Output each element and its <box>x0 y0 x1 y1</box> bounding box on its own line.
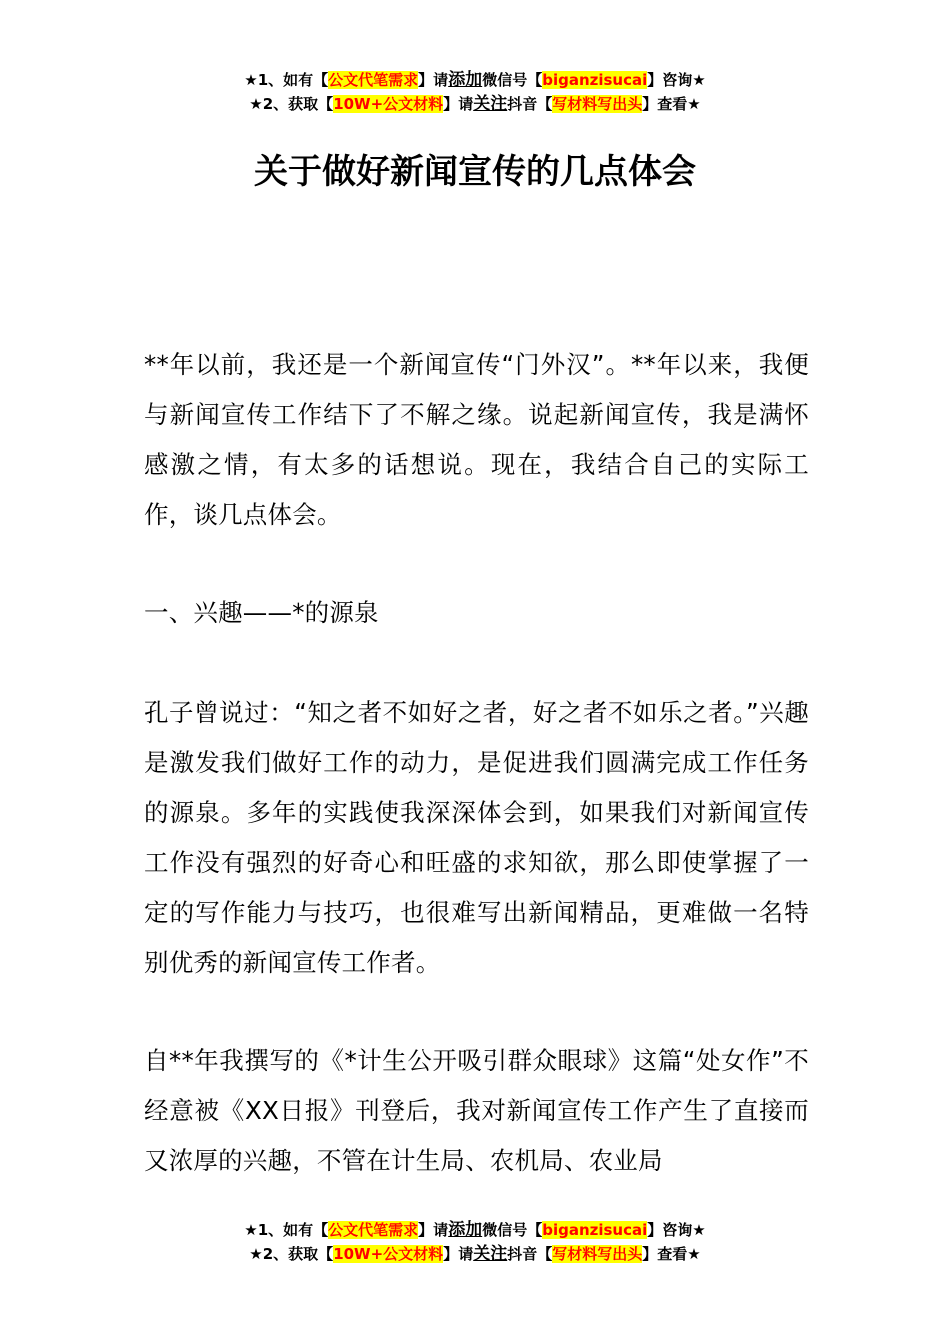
banner-line-2 <box>0 92 950 116</box>
paragraph-text: 自**年我撰写的《*计生公开吸引群众眼球》这篇“处女作”不经意被《XX日报》刊登后，我对新闻宣传工作产生了直接而又浓厚的兴趣，不管在计生局、农机局、农业局 <box>144 1046 809 1175</box>
banner-text: 】查看★ <box>642 1245 701 1263</box>
banner-highlight: 10W+公文材料 <box>333 95 444 113</box>
banner-text: 抖音【 <box>507 95 553 113</box>
banner-highlight-wechat: biganzisucai <box>542 71 648 89</box>
banner-highlight: 10W+公文材料 <box>333 1245 444 1263</box>
banner-text: ★1、如有【 <box>244 71 329 89</box>
banner-text: 】咨询★ <box>647 71 706 89</box>
paragraph-experience <box>144 1036 809 1186</box>
bottom-banner <box>0 1218 950 1266</box>
banner-text: 微信号【 <box>482 71 543 89</box>
banner-highlight: 公文代笔需求 <box>328 1221 419 1239</box>
banner-emphasis: 关注 <box>473 1244 508 1264</box>
banner-line-1 <box>0 1218 950 1242</box>
banner-text: 】请 <box>443 95 474 113</box>
paragraph-intro <box>144 340 809 540</box>
banner-text: ★2、获取【 <box>249 95 334 113</box>
banner-text: ★1、如有【 <box>244 1221 329 1239</box>
top-banner <box>0 68 950 116</box>
banner-highlight-douyin: 写材料写出头 <box>552 1245 643 1263</box>
banner-line-1 <box>0 68 950 92</box>
banner-text: 微信号【 <box>482 1221 543 1239</box>
banner-line-2 <box>0 1242 950 1266</box>
paragraph-text: **年以前，我还是一个新闻宣传“门外汉”。**年以来，我便与新闻宣传工作结下了不解之缘。说起新闻宣传，我是满怀感激之情，有太多的话想说。现在，我结合自己的实际工作，谈几点体会。 <box>144 350 809 529</box>
banner-highlight-wechat: biganzisucai <box>542 1221 648 1239</box>
banner-text: 】请 <box>443 1245 474 1263</box>
banner-text: 】查看★ <box>642 95 701 113</box>
document-title: 关于做好新闻宣传的几点体会 <box>254 152 696 192</box>
banner-highlight: 公文代笔需求 <box>328 71 419 89</box>
banner-emphasis: 添加 <box>448 1220 483 1240</box>
banner-text: 】咨询★ <box>647 1221 706 1239</box>
banner-emphasis: 关注 <box>473 94 508 114</box>
paragraph-text: 孔子曾说过：“知之者不如好之者，好之者不如乐之者。”兴趣是激发我们做好工作的动力，是促进我们圆满完成工作任务的源泉。多年的实践使我深深体会到，如果我们对新闻宣传工作没有强烈的好奇心和旺盛的求知欲，那么即使掌握了一定的写作能力与技巧，也很难写出新闻精品，更难做一名特别优秀的新闻宣传工作者。 <box>144 698 809 977</box>
paragraph-interest <box>144 688 809 988</box>
heading-text: 一、兴趣——*的源泉 <box>144 598 379 627</box>
banner-text: 】请 <box>418 71 449 89</box>
banner-highlight-douyin: 写材料写出头 <box>552 95 643 113</box>
banner-text: ★2、获取【 <box>249 1245 334 1263</box>
banner-text: 抖音【 <box>507 1245 553 1263</box>
banner-emphasis: 添加 <box>448 70 483 90</box>
banner-text: 】请 <box>418 1221 449 1239</box>
section-heading-1 <box>144 588 809 638</box>
